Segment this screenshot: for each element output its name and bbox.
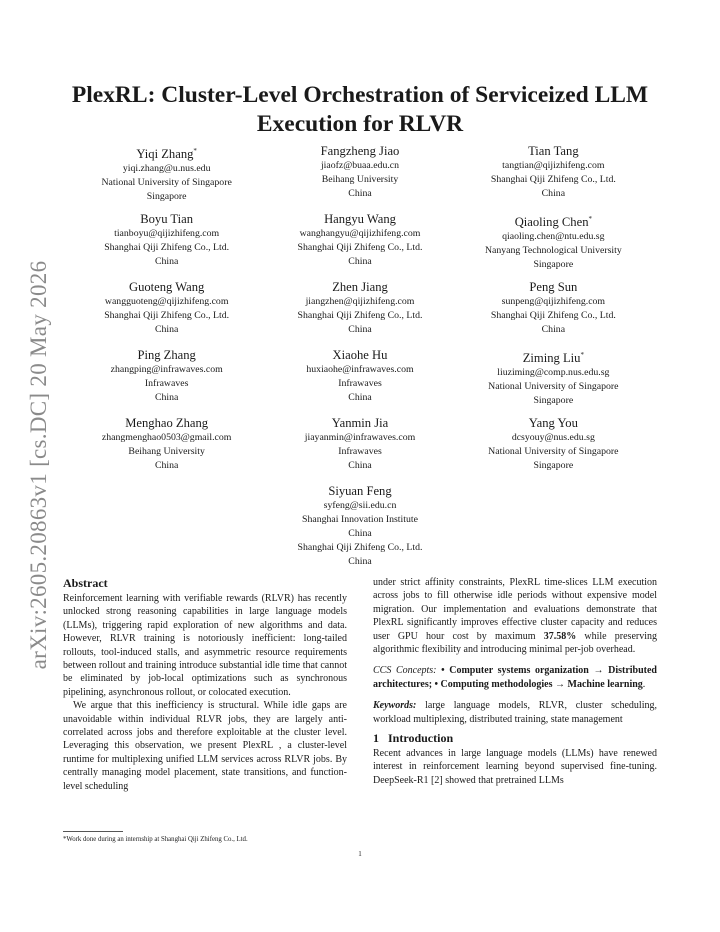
author-footnote-mark: * [580,351,584,359]
author-name-text: Ping Zhang [137,348,196,362]
arxiv-identifier-text: arXiv:2605.20863v1 [cs.DC] 20 May 2026 [26,260,51,670]
footnote-rule [63,831,123,832]
author-affiliation: Beihang University [321,174,399,185]
author-affiliation: China [348,188,372,199]
author-entry [263,415,456,483]
author-entry [70,143,263,211]
author-name [70,415,263,431]
author-affiliation: China [348,528,372,539]
author-row [70,415,650,483]
author-name-text: Fangzheng Jiao [320,144,400,158]
author-entry [263,483,456,567]
left-column [63,576,347,793]
author-entry [70,347,263,415]
ccs-end: . [642,678,646,690]
author-entry [70,415,263,483]
author-affiliation: National University of Singapore [101,177,232,189]
right-column [373,576,657,787]
author-entry [263,211,456,279]
author-entry [70,279,263,347]
author-name-text: Ziming Liu [522,351,581,366]
author-name-text: Tian Tang [528,144,579,158]
author-affiliation: Shanghai Qiji Zhifeng Co., Ltd. [297,542,423,553]
author-entry [263,347,456,415]
author-email: wanghangyu@qijizhifeng.com [299,228,421,239]
author-row [70,211,650,279]
author-affiliation: Nanyang Technological University [484,245,622,257]
author-name [70,143,263,162]
arxiv-identifier [22,255,56,675]
author-affiliation: Shanghai Qiji Zhifeng Co., Ltd. [490,310,616,321]
author-affiliation: China [348,556,372,567]
author-email: qiaoling.chen@ntu.edu.sg [502,231,605,243]
author-entry [263,279,456,347]
author-affiliation: Beihang University [128,446,205,457]
author-name-text: Yiqi Zhang [136,147,194,162]
author-affiliation: National University of Singapore [488,381,619,393]
author-affiliation: China [154,460,179,471]
intro-paragraph: Recent advances in large language models (LLMs) have renewed interest in reinforcement learning beyond supervised fine-tuning. DeepSeek-R1 [2] showed that pretrained LLMs [373,748,657,786]
author-affiliation: Infrawaves [338,378,382,389]
footnote: *Work done during an internship at Shanghai Qiji Zhifeng Co., Ltd. [63,836,248,843]
author-email: dcsyouy@nus.edu.sg [511,432,595,443]
author-entry [263,143,456,211]
author-email: tangtian@qijizhifeng.com [502,160,605,171]
author-name-text: Peng Sun [529,280,578,294]
author-affiliation: China [541,324,566,335]
intro-title: Introduction [388,731,454,746]
author-name [70,279,263,295]
author-footnote-mark: * [193,147,197,155]
author-row [70,143,650,211]
author-affiliation: China [348,256,372,267]
author-name-text: Yang You [528,416,578,430]
author-row [70,279,650,347]
author-affiliation: Shanghai Innovation Institute [302,514,418,525]
author-affiliation: Shanghai Qiji Zhifeng Co., Ltd. [104,310,230,321]
author-name [457,211,650,230]
author-name [457,143,650,159]
author-entry [457,143,650,211]
author-affiliation: Singapore [533,259,574,271]
author-affiliation: National University of Singapore [488,446,619,457]
ccs-text: • Computer systems organization → Distributed architectures; • Computing methodologies → Machine learning [373,665,657,690]
intro-heading [373,731,657,746]
author-email: sunpeng@qijizhifeng.com [501,296,606,307]
abstract-heading: Abstract [63,576,108,590]
author-footnote-mark: * [588,215,592,223]
author-name-text: Guoteng Wang [128,280,205,294]
author-entry [70,211,263,279]
author-affiliation: Singapore [146,191,187,203]
author-name [263,415,456,431]
keywords-text: large language models, RLVR, cluster scheduling, workload multiplexing, distributed training, state management [373,700,657,725]
author-name [70,347,263,363]
author-entry [457,347,650,415]
abstract-paragraph-3-text: under strict affinity constraints, PlexRL time-slices LLM execution across jobs to fill otherwise idle periods without expensive model migration. Our implementation and evaluations demonstrate that PlexRL significantly improves effective cluster capacity and reduces user GPU hour cost by maximum [373,577,657,642]
keywords-label: Keywords: [373,700,417,712]
author-name [457,415,650,431]
abstract-paragraph-3 [373,576,657,656]
author-affiliation: Shanghai Qiji Zhifeng Co., Ltd. [104,242,230,253]
page-number: 1 [358,850,362,858]
author-email: tianboyu@qijizhifeng.com [114,228,220,239]
author-affiliation: China [348,460,372,471]
author-affiliation: Infrawaves [338,446,382,457]
author-affiliation: China [348,324,372,335]
author-row [70,483,650,567]
intro-number: 1 [373,731,379,746]
author-name [457,347,650,366]
author-affiliation: Infrawaves [144,378,189,389]
author-affiliation: Shanghai Qiji Zhifeng Co., Ltd. [297,310,423,321]
author-affiliation: China [154,324,179,335]
author-affiliation: China [154,256,179,267]
author-affiliation: Shanghai Qiji Zhifeng Co., Ltd. [490,174,616,185]
author-affiliation: China [348,392,372,403]
author-name-text: Zhen Jiang [332,280,388,294]
author-name [263,211,456,227]
author-name [263,143,456,159]
author-name-text: Qiaoling Chen [514,215,589,230]
author-name [263,347,456,363]
author-affiliation: China [154,392,179,403]
author-entry [457,415,650,483]
ccs-concepts [373,664,657,691]
keywords [373,699,657,726]
author-affiliation: China [541,188,566,199]
author-affiliation: Singapore [533,460,574,471]
author-entry [457,211,650,279]
abstract-paragraph-3-end: while preserving algorithmic flexibility and introducing minimal per-job overhead. [373,630,657,656]
ccs-label: CCS Concepts: [373,665,437,677]
abstract-paragraph-1: Reinforcement learning with verifiable rewards (RLVR) has recently unlocked strong reasoning capabilities in large language models (LLMs), triggering rapid exploration of new algorithms and data. However, RLVR training is notoriously inefficient: long-tailed rollouts, tool-induced stalls, and asymmetric resource requirements between rollout and training introduce substantial idle time that cannot be eliminated by job-local optimizations such as synchronous pipelining, asynchronous rollout, or colocated execution. [63,593,347,698]
author-name [70,211,263,227]
author-email: liuziming@comp.nus.edu.sg [497,367,610,379]
author-email: zhangping@infrawaves.com [110,364,223,375]
author-name [263,279,456,295]
author-email: yiqi.zhang@u.nus.edu [122,163,211,175]
author-affiliation: Shanghai Qiji Zhifeng Co., Ltd. [297,242,423,253]
author-email: wangguoteng@qijizhifeng.com [104,296,229,307]
author-email: jiayanmin@infrawaves.com [304,432,416,443]
author-name-text: Xiaohe Hu [332,348,388,362]
abstract-paragraph-2: We argue that this inefficiency is structural. While idle gaps are unavoidable within individual RLVR jobs, they are largely anti-correlated across jobs and therefore exploitable at the cluster level. Leveraging this observation, we present PlexRL , a cluster-level runtime for multiplexing unified LLM services across RLVR jobs. By centrally managing model placement, state transitions, and function-level scheduling [63,700,347,792]
paper-title: PlexRL: Cluster-Level Orchestration of Serviceized LLM Execution for RLVR [71,82,649,137]
author-block [70,143,650,567]
author-row [70,347,650,415]
author-name-text: Hangyu Wang [324,212,396,226]
author-name-text: Boyu Tian [140,212,194,226]
author-email: jiangzhen@qijizhifeng.com [305,296,415,307]
author-email: zhangmenghao0503@gmail.com [101,432,232,443]
author-email: syfeng@sii.edu.cn [323,500,397,511]
author-name [457,279,650,295]
author-email: jiaofz@buaa.edu.cn [320,160,400,171]
author-entry [457,279,650,347]
author-affiliation: Singapore [533,395,574,407]
author-name-text: Menghao Zhang [125,416,209,430]
author-email: huxiaohe@infrawaves.com [306,364,414,375]
cost-reduction-value: 37.58% [543,630,577,642]
author-name-text: Siyuan Feng [328,484,392,498]
author-name-text: Yanmin Jia [331,416,389,430]
author-name [263,483,456,499]
